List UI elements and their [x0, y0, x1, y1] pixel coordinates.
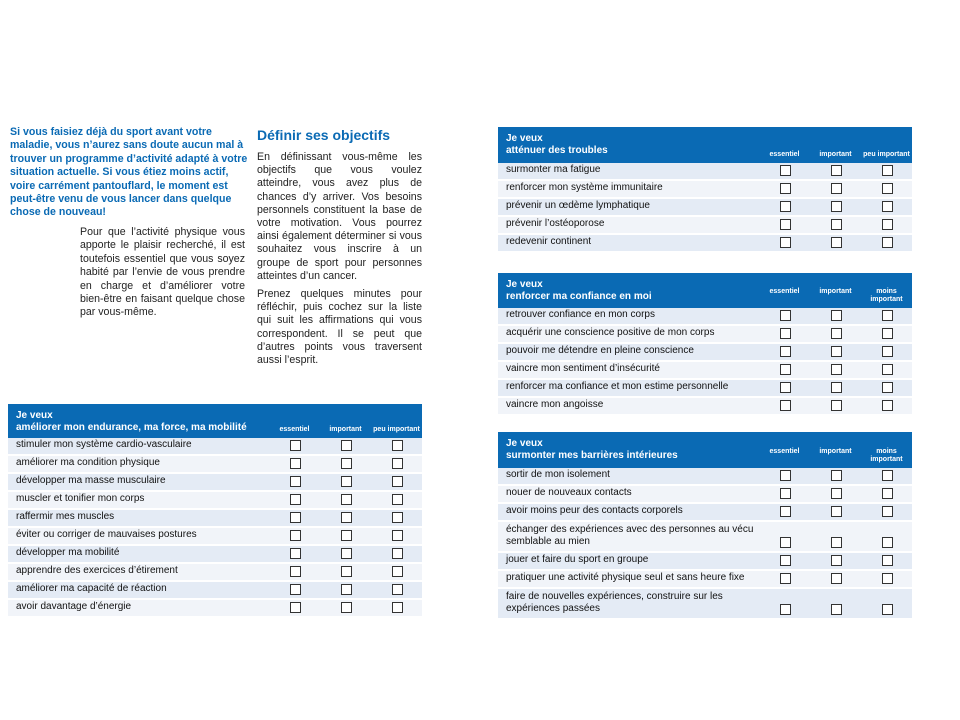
checkbox-important[interactable]	[810, 470, 861, 481]
checklist-row	[498, 344, 912, 362]
checklist-item-label: prévenir un œdème lymphatique	[506, 200, 650, 211]
checklist-row	[498, 398, 912, 416]
checklist-row	[498, 589, 912, 620]
checkbox-group	[269, 602, 422, 613]
checkbox-important[interactable]	[810, 183, 861, 194]
checkbox-group	[269, 584, 422, 595]
checkbox-less-important[interactable]	[371, 530, 422, 541]
card-heading-intro: Je veux	[506, 133, 543, 144]
checkbox-essential[interactable]	[269, 530, 320, 541]
checklist-item-label: stimuler mon système cardio-vasculaire	[16, 439, 192, 450]
checkbox-essential[interactable]	[269, 458, 320, 469]
checklist-row	[8, 474, 422, 492]
checklist-item-label: renforcer ma confiance et mon estime personnelle	[506, 381, 729, 392]
checkbox-less-important[interactable]	[371, 566, 422, 577]
checklist-item-label: raffermir mes muscles	[16, 511, 115, 522]
checkbox-essential[interactable]	[269, 440, 320, 451]
checklist-row	[498, 235, 912, 253]
checkbox-essential[interactable]	[759, 310, 810, 321]
checkbox-less-important[interactable]	[861, 555, 912, 566]
checkbox-essential[interactable]	[759, 382, 810, 393]
checklist-row	[498, 326, 912, 344]
column-label-col2: important	[819, 448, 852, 455]
checklist-row	[498, 163, 912, 181]
checkbox-less-important[interactable]	[861, 346, 912, 357]
card-header	[498, 432, 912, 468]
checkbox-less-important[interactable]	[371, 584, 422, 595]
column-label-col1: essentiel	[279, 426, 310, 433]
column-label-col1: essentiel	[769, 288, 800, 295]
checkbox-essential[interactable]	[759, 506, 810, 517]
checklist-item-label: vaincre mon sentiment d’insécurité	[506, 363, 660, 374]
checkbox-important[interactable]	[810, 604, 861, 615]
checkbox-less-important[interactable]	[861, 470, 912, 481]
checklist-item-label: pratiquer une activité physique seul et sans heure fixe	[506, 572, 745, 583]
checkbox-essential[interactable]	[759, 219, 810, 230]
column-label-col3: peu important	[373, 426, 420, 433]
checklist-item-label: développer ma mobilité	[16, 547, 120, 558]
checklist-item-label: faire de nouvelles expériences, construire sur les expériences passées	[506, 591, 723, 614]
checklist-row	[498, 199, 912, 217]
checkbox-less-important[interactable]	[371, 602, 422, 613]
checklist-item-label: muscler et tonifier mon corps	[16, 493, 145, 504]
checklist-row	[8, 456, 422, 474]
checkbox-important[interactable]	[810, 555, 861, 566]
checkbox-group	[759, 219, 912, 230]
checkbox-group	[269, 440, 422, 451]
checkbox-group	[759, 237, 912, 248]
column-labels	[759, 288, 912, 304]
checkbox-group	[759, 201, 912, 212]
checklist-row	[498, 181, 912, 199]
card-heading-topic: renforcer ma confiance en moi	[506, 291, 652, 302]
checkbox-less-important[interactable]	[861, 400, 912, 411]
checklist-row	[8, 564, 422, 582]
checkbox-group	[269, 494, 422, 505]
checkbox-less-important[interactable]	[861, 488, 912, 499]
checklist-item-label: renforcer mon système immunitaire	[506, 182, 663, 193]
checkbox-group	[759, 604, 912, 615]
checklist-item-label: sortir de mon isolement	[506, 469, 610, 480]
checklist	[498, 308, 912, 416]
checkbox-less-important[interactable]	[861, 310, 912, 321]
checkbox-less-important[interactable]	[861, 328, 912, 339]
checklist-row	[8, 600, 422, 618]
checkbox-important[interactable]	[810, 346, 861, 357]
checklist-row	[498, 571, 912, 589]
checkbox-group	[269, 530, 422, 541]
checkbox-less-important[interactable]	[861, 506, 912, 517]
checklist-row	[498, 380, 912, 398]
checkbox-important[interactable]	[320, 512, 371, 523]
checkbox-group	[759, 555, 912, 566]
objectives-paragraph-1: En définissant vous-même les objectifs que vous voulez atteindre, vous avez plus de chances d’y arriver. Vos besoins personnels constituent la base de votre motivation. Vous pourrez ainsi également déterminer si vous souhaitez vous inscrire à un groupe de sport pour personnes atteintes d’un cancer.	[257, 151, 422, 282]
checkbox-group	[759, 165, 912, 176]
card-heading-topic: atténuer des troubles	[506, 145, 608, 156]
checkbox-group	[759, 364, 912, 375]
checkbox-less-important[interactable]	[861, 237, 912, 248]
column-label-col3: moins important	[870, 448, 903, 463]
checklist-item-label: pouvoir me détendre en pleine conscience	[506, 345, 694, 356]
column-labels	[269, 426, 422, 434]
checkbox-essential[interactable]	[759, 488, 810, 499]
checkbox-important[interactable]	[810, 328, 861, 339]
checkbox-less-important[interactable]	[861, 382, 912, 393]
checkbox-essential[interactable]	[269, 566, 320, 577]
checkbox-essential[interactable]	[759, 237, 810, 248]
checklist-row	[8, 528, 422, 546]
checklist	[8, 438, 422, 618]
checkbox-essential[interactable]	[759, 328, 810, 339]
column-label-col1: essentiel	[769, 448, 800, 455]
checklist-row	[498, 553, 912, 571]
checklist-item-label: vaincre mon angoisse	[506, 399, 604, 410]
checkbox-essential[interactable]	[759, 555, 810, 566]
checkbox-essential[interactable]	[759, 400, 810, 411]
checkbox-less-important[interactable]	[371, 476, 422, 487]
checklist-row	[8, 492, 422, 510]
column-label-col1: essentiel	[769, 151, 800, 158]
checkbox-less-important[interactable]	[861, 201, 912, 212]
checklist-row	[498, 486, 912, 504]
checklist-item-label: avoir davantage d’énergie	[16, 601, 132, 612]
checkbox-less-important[interactable]	[861, 165, 912, 176]
checkbox-group	[759, 573, 912, 584]
checkbox-essential[interactable]	[269, 602, 320, 613]
checkbox-essential[interactable]	[759, 346, 810, 357]
checkbox-less-important[interactable]	[371, 440, 422, 451]
checkbox-less-important[interactable]	[861, 183, 912, 194]
checkbox-essential[interactable]	[269, 548, 320, 559]
checklist-item-label: redevenir continent	[506, 236, 592, 247]
card-heading-intro: Je veux	[16, 410, 53, 421]
checkbox-essential[interactable]	[759, 470, 810, 481]
checkbox-essential[interactable]	[269, 494, 320, 505]
checkbox-important[interactable]	[320, 548, 371, 559]
checkbox-important[interactable]	[810, 237, 861, 248]
checklist-item-label: améliorer ma condition physique	[16, 457, 160, 468]
checkbox-important[interactable]	[320, 584, 371, 595]
checkbox-important[interactable]	[320, 440, 371, 451]
checkbox-important[interactable]	[810, 400, 861, 411]
checkbox-essential[interactable]	[759, 604, 810, 615]
checkbox-group	[269, 566, 422, 577]
checkbox-important[interactable]	[810, 165, 861, 176]
checklist-item-label: échanger des expériences avec des personnes au vécu semblable au mien	[506, 524, 754, 547]
checklist-row	[498, 522, 912, 553]
checklist-item-label: prévenir l’ostéoporose	[506, 218, 605, 229]
checkbox-less-important[interactable]	[371, 512, 422, 523]
checkbox-group	[759, 488, 912, 499]
checkbox-less-important[interactable]	[371, 548, 422, 559]
section-title: Définir ses objectifs	[257, 127, 391, 143]
column-label-col3: moins important	[870, 288, 903, 303]
checkbox-group	[269, 458, 422, 469]
checkbox-important[interactable]	[810, 382, 861, 393]
checkbox-less-important[interactable]	[861, 537, 912, 548]
card-heading-topic: surmonter mes barrières intérieures	[506, 450, 678, 461]
column-label-col2: important	[819, 151, 852, 158]
checkbox-important[interactable]	[810, 219, 861, 230]
column-label-col2: important	[329, 426, 362, 433]
checkbox-group	[759, 183, 912, 194]
checklist-row	[8, 546, 422, 564]
intro-highlight: Si vous faisiez déjà du sport avant votre maladie, vous n’aurez sans doute aucun mal à trouver un programme d’activité adapté à votre situation actuelle. Si vous étiez moins actif, voire carrément pantouflard, le moment est peut-être venu de vous lancer dans quelque chose de nouveau!	[10, 126, 248, 219]
checkbox-less-important[interactable]	[861, 219, 912, 230]
checklist-item-label: retrouver confiance en mon corps	[506, 309, 655, 320]
checkbox-important[interactable]	[810, 201, 861, 212]
checkbox-group	[759, 382, 912, 393]
checklist-row	[8, 438, 422, 456]
card-confiance	[498, 273, 912, 416]
checkbox-important[interactable]	[320, 530, 371, 541]
checkbox-important[interactable]	[320, 602, 371, 613]
checkbox-important[interactable]	[810, 573, 861, 584]
checkbox-important[interactable]	[320, 476, 371, 487]
checklist-row	[498, 504, 912, 522]
checkbox-essential[interactable]	[759, 364, 810, 375]
checkbox-less-important[interactable]	[371, 458, 422, 469]
checkbox-less-important[interactable]	[861, 604, 912, 615]
checkbox-group	[269, 548, 422, 559]
column-label-col3: peu important	[863, 151, 910, 158]
checklist-row	[498, 217, 912, 235]
checkbox-group	[269, 512, 422, 523]
checkbox-important[interactable]	[810, 488, 861, 499]
card-barrieres	[498, 432, 912, 620]
checkbox-less-important[interactable]	[371, 494, 422, 505]
checklist-item-label: développer ma masse musculaire	[16, 475, 166, 486]
checkbox-essential[interactable]	[759, 573, 810, 584]
checkbox-group	[759, 506, 912, 517]
card-heading-intro: Je veux	[506, 279, 543, 290]
checkbox-important[interactable]	[810, 537, 861, 548]
checkbox-important[interactable]	[810, 364, 861, 375]
card-header	[498, 127, 912, 163]
checkbox-essential[interactable]	[759, 537, 810, 548]
checklist-item-label: améliorer ma capacité de réaction	[16, 583, 167, 594]
checkbox-essential[interactable]	[269, 584, 320, 595]
checkbox-important[interactable]	[320, 458, 371, 469]
card-troubles	[498, 127, 912, 253]
checklist-item-label: avoir moins peur des contacts corporels	[506, 505, 683, 516]
checklist-row	[8, 510, 422, 528]
checklist-row	[8, 582, 422, 600]
checklist-row	[498, 468, 912, 486]
checkbox-essential[interactable]	[269, 512, 320, 523]
checkbox-essential[interactable]	[759, 165, 810, 176]
card-endurance	[8, 404, 422, 618]
column-label-col2: important	[819, 288, 852, 295]
checkbox-group	[759, 328, 912, 339]
checklist	[498, 163, 912, 253]
checklist-row	[498, 362, 912, 380]
checkbox-less-important[interactable]	[861, 573, 912, 584]
checkbox-essential[interactable]	[759, 183, 810, 194]
checkbox-group	[759, 346, 912, 357]
checklist-item-label: nouer de nouveaux contacts	[506, 487, 632, 498]
checkbox-important[interactable]	[320, 566, 371, 577]
checklist-item-label: apprendre des exercices d’étirement	[16, 565, 178, 576]
checkbox-important[interactable]	[810, 310, 861, 321]
column-labels	[759, 448, 912, 464]
card-header	[498, 273, 912, 308]
objectives-paragraph-2: Prenez quelques minutes pour réfléchir, puis cochez sur la liste qui suit les affirmations qui vous correspondent. Il se peut que d’autres points vous traversent aussi l’esprit.	[257, 288, 422, 367]
checkbox-group	[759, 400, 912, 411]
intro-body: Pour que l’activité physique vous apporte le plaisir recherché, il est toutefois essentiel que vous soyez habité par l’envie de vous prendre en charge et d’améliorer votre bien-être en faisant quelque chose par vous-même.	[80, 226, 245, 319]
card-header	[8, 404, 422, 438]
checklist-item-label: surmonter ma fatigue	[506, 164, 601, 175]
checklist-row	[498, 308, 912, 326]
checkbox-less-important[interactable]	[861, 364, 912, 375]
checkbox-group	[269, 476, 422, 487]
checklist	[498, 468, 912, 620]
checkbox-group	[759, 537, 912, 548]
checkbox-important[interactable]	[320, 494, 371, 505]
card-heading-intro: Je veux	[506, 438, 543, 449]
checkbox-group	[759, 470, 912, 481]
checklist-item-label: jouer et faire du sport en groupe	[506, 554, 649, 565]
card-heading-topic: améliorer mon endurance, ma force, ma mobilité	[16, 422, 247, 433]
checkbox-important[interactable]	[810, 506, 861, 517]
column-labels	[759, 151, 912, 159]
checkbox-essential[interactable]	[759, 201, 810, 212]
checkbox-essential[interactable]	[269, 476, 320, 487]
checkbox-group	[759, 310, 912, 321]
checklist-item-label: acquérir une conscience positive de mon corps	[506, 327, 715, 338]
checklist-item-label: éviter ou corriger de mauvaises postures	[16, 529, 197, 540]
